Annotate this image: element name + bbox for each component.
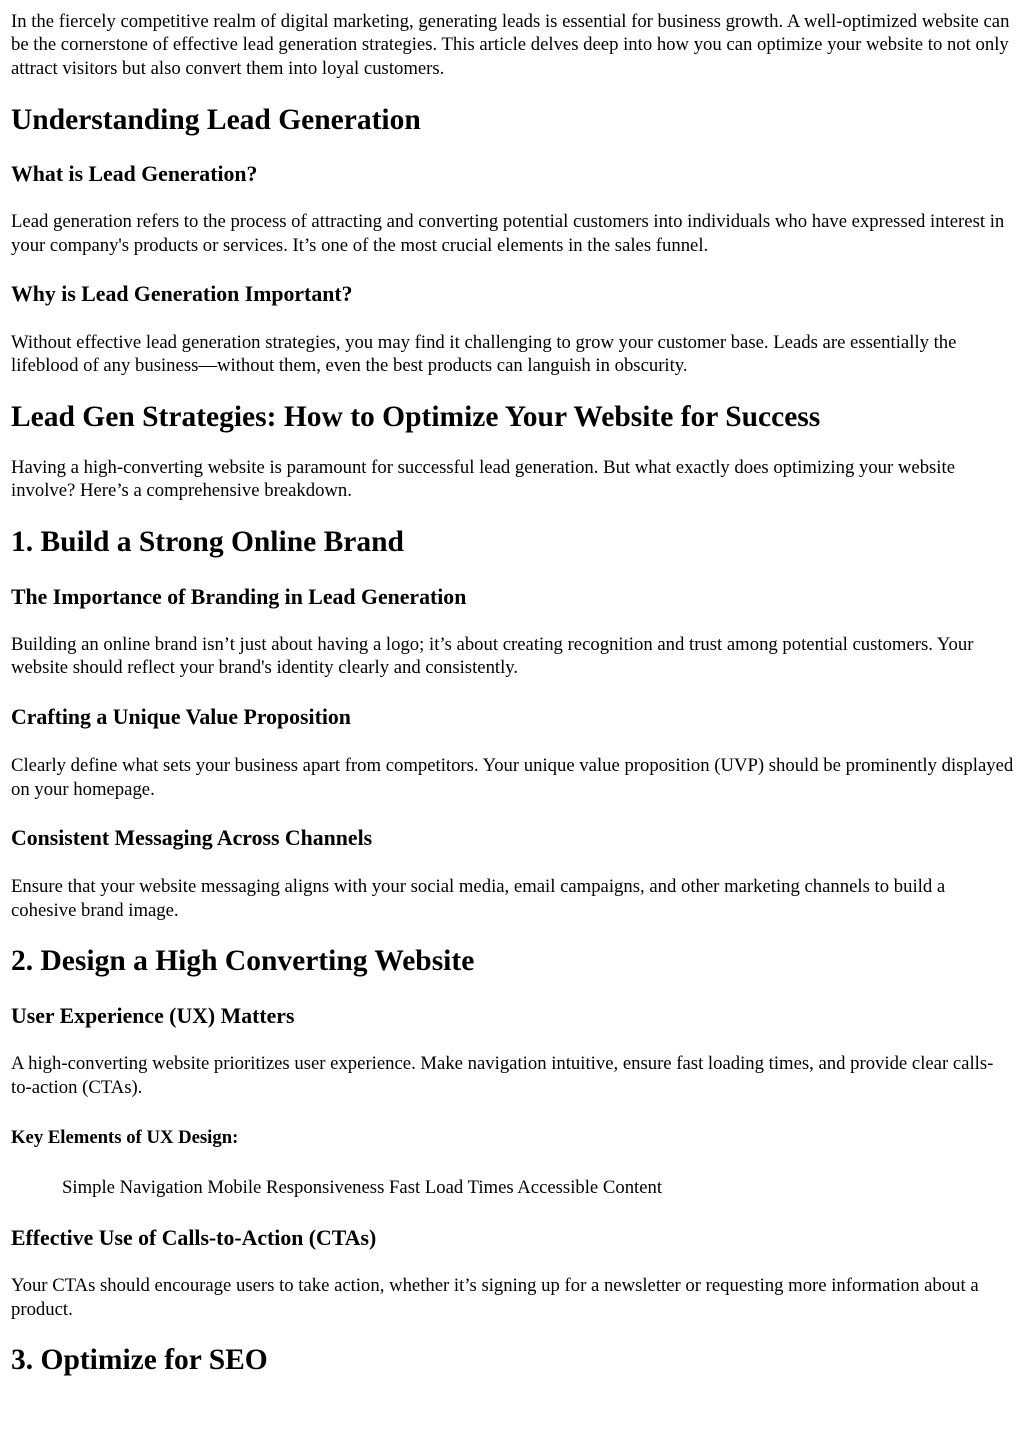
paragraph-strategies: Having a high-converting website is paramount for successful lead generation. But what exactly does optimizing your website involve? Here’s a comprehensive breakdown. [11, 456, 955, 502]
paragraph-cta: Your CTAs should encourage users to take action, whether it’s signing up for a newsletter or requesting more information about a product. [11, 1275, 979, 1320]
subheading-uvp: Crafting a Unique Value Proposition [11, 705, 351, 730]
list-item: Fast Load Times [389, 1176, 514, 1198]
subheading-ux: User Experience (UX) Matters [11, 1004, 295, 1029]
paragraph-branding-importance: Building an online brand isn’t just about having a logo; it’s about creating recognition and trust among potential customers. Your website should reflect your brand's identity clearly and consistently. [11, 633, 974, 679]
section-heading-brand: 1. Build a Strong Online Brand [11, 525, 404, 558]
list-item: Mobile Responsiveness [207, 1176, 385, 1198]
subheading-what-is-lead-generation: What is Lead Generation? [11, 162, 258, 187]
section-heading-seo: 3. Optimize for SEO [11, 1344, 268, 1377]
article [0, 10, 1024, 1377]
subheading-why-important: Why is Lead Generation Important? [11, 282, 353, 307]
list-item: Simple Navigation [62, 1176, 203, 1198]
paragraph-consistent-messaging: Ensure that your website messaging aligns with your social media, email campaigns, and other marketing channels to build a cohesive brand image. [11, 876, 946, 921]
subheading-consistent-messaging: Consistent Messaging Across Channels [11, 826, 373, 851]
section-heading-understanding: Understanding Lead Generation [11, 104, 421, 137]
paragraph-why-important: Without effective lead generation strategies, you may find it challenging to grow your customer base. Leads are essentially the lifeblood of any business—without them, even the best products can languish in obscurity. [11, 332, 957, 377]
list-item: Accessible Content [517, 1176, 663, 1198]
intro-paragraph: In the fiercely competitive realm of digital marketing, generating leads is essential for business growth. A well-optimized website can be the cornerstone of effective lead generation strategies. This article delves deep into how you can optimize your website to not only attract visitors but also convert them into loyal customers. [11, 11, 1010, 79]
section-heading-design: 2. Design a High Converting Website [11, 945, 475, 978]
paragraph-ux: A high-converting website prioritizes user experience. Make navigation intuitive, ensure fast loading times, and provide clear calls-to-action (CTAs). [11, 1053, 994, 1098]
subheading-cta: Effective Use of Calls-to-Action (CTAs) [11, 1226, 377, 1251]
subheading-branding-importance: The Importance of Branding in Lead Generation [11, 584, 467, 609]
subheading-key-elements: Key Elements of UX Design: [11, 1126, 239, 1148]
paragraph-what-is-lead-generation: Lead generation refers to the process of attracting and converting potential customers into individuals who have expressed interest in your company's products or services. It’s one of the most crucial elements in the sales funnel. [11, 211, 1005, 256]
paragraph-uvp: Clearly define what sets your business apart from competitors. Your unique value proposition (UVP) should be prominently displayed on your homepage. [11, 755, 1014, 800]
key-elements-list [11, 1176, 1014, 1199]
section-heading-strategies: Lead Gen Strategies: How to Optimize Your Website for Success [11, 400, 821, 433]
